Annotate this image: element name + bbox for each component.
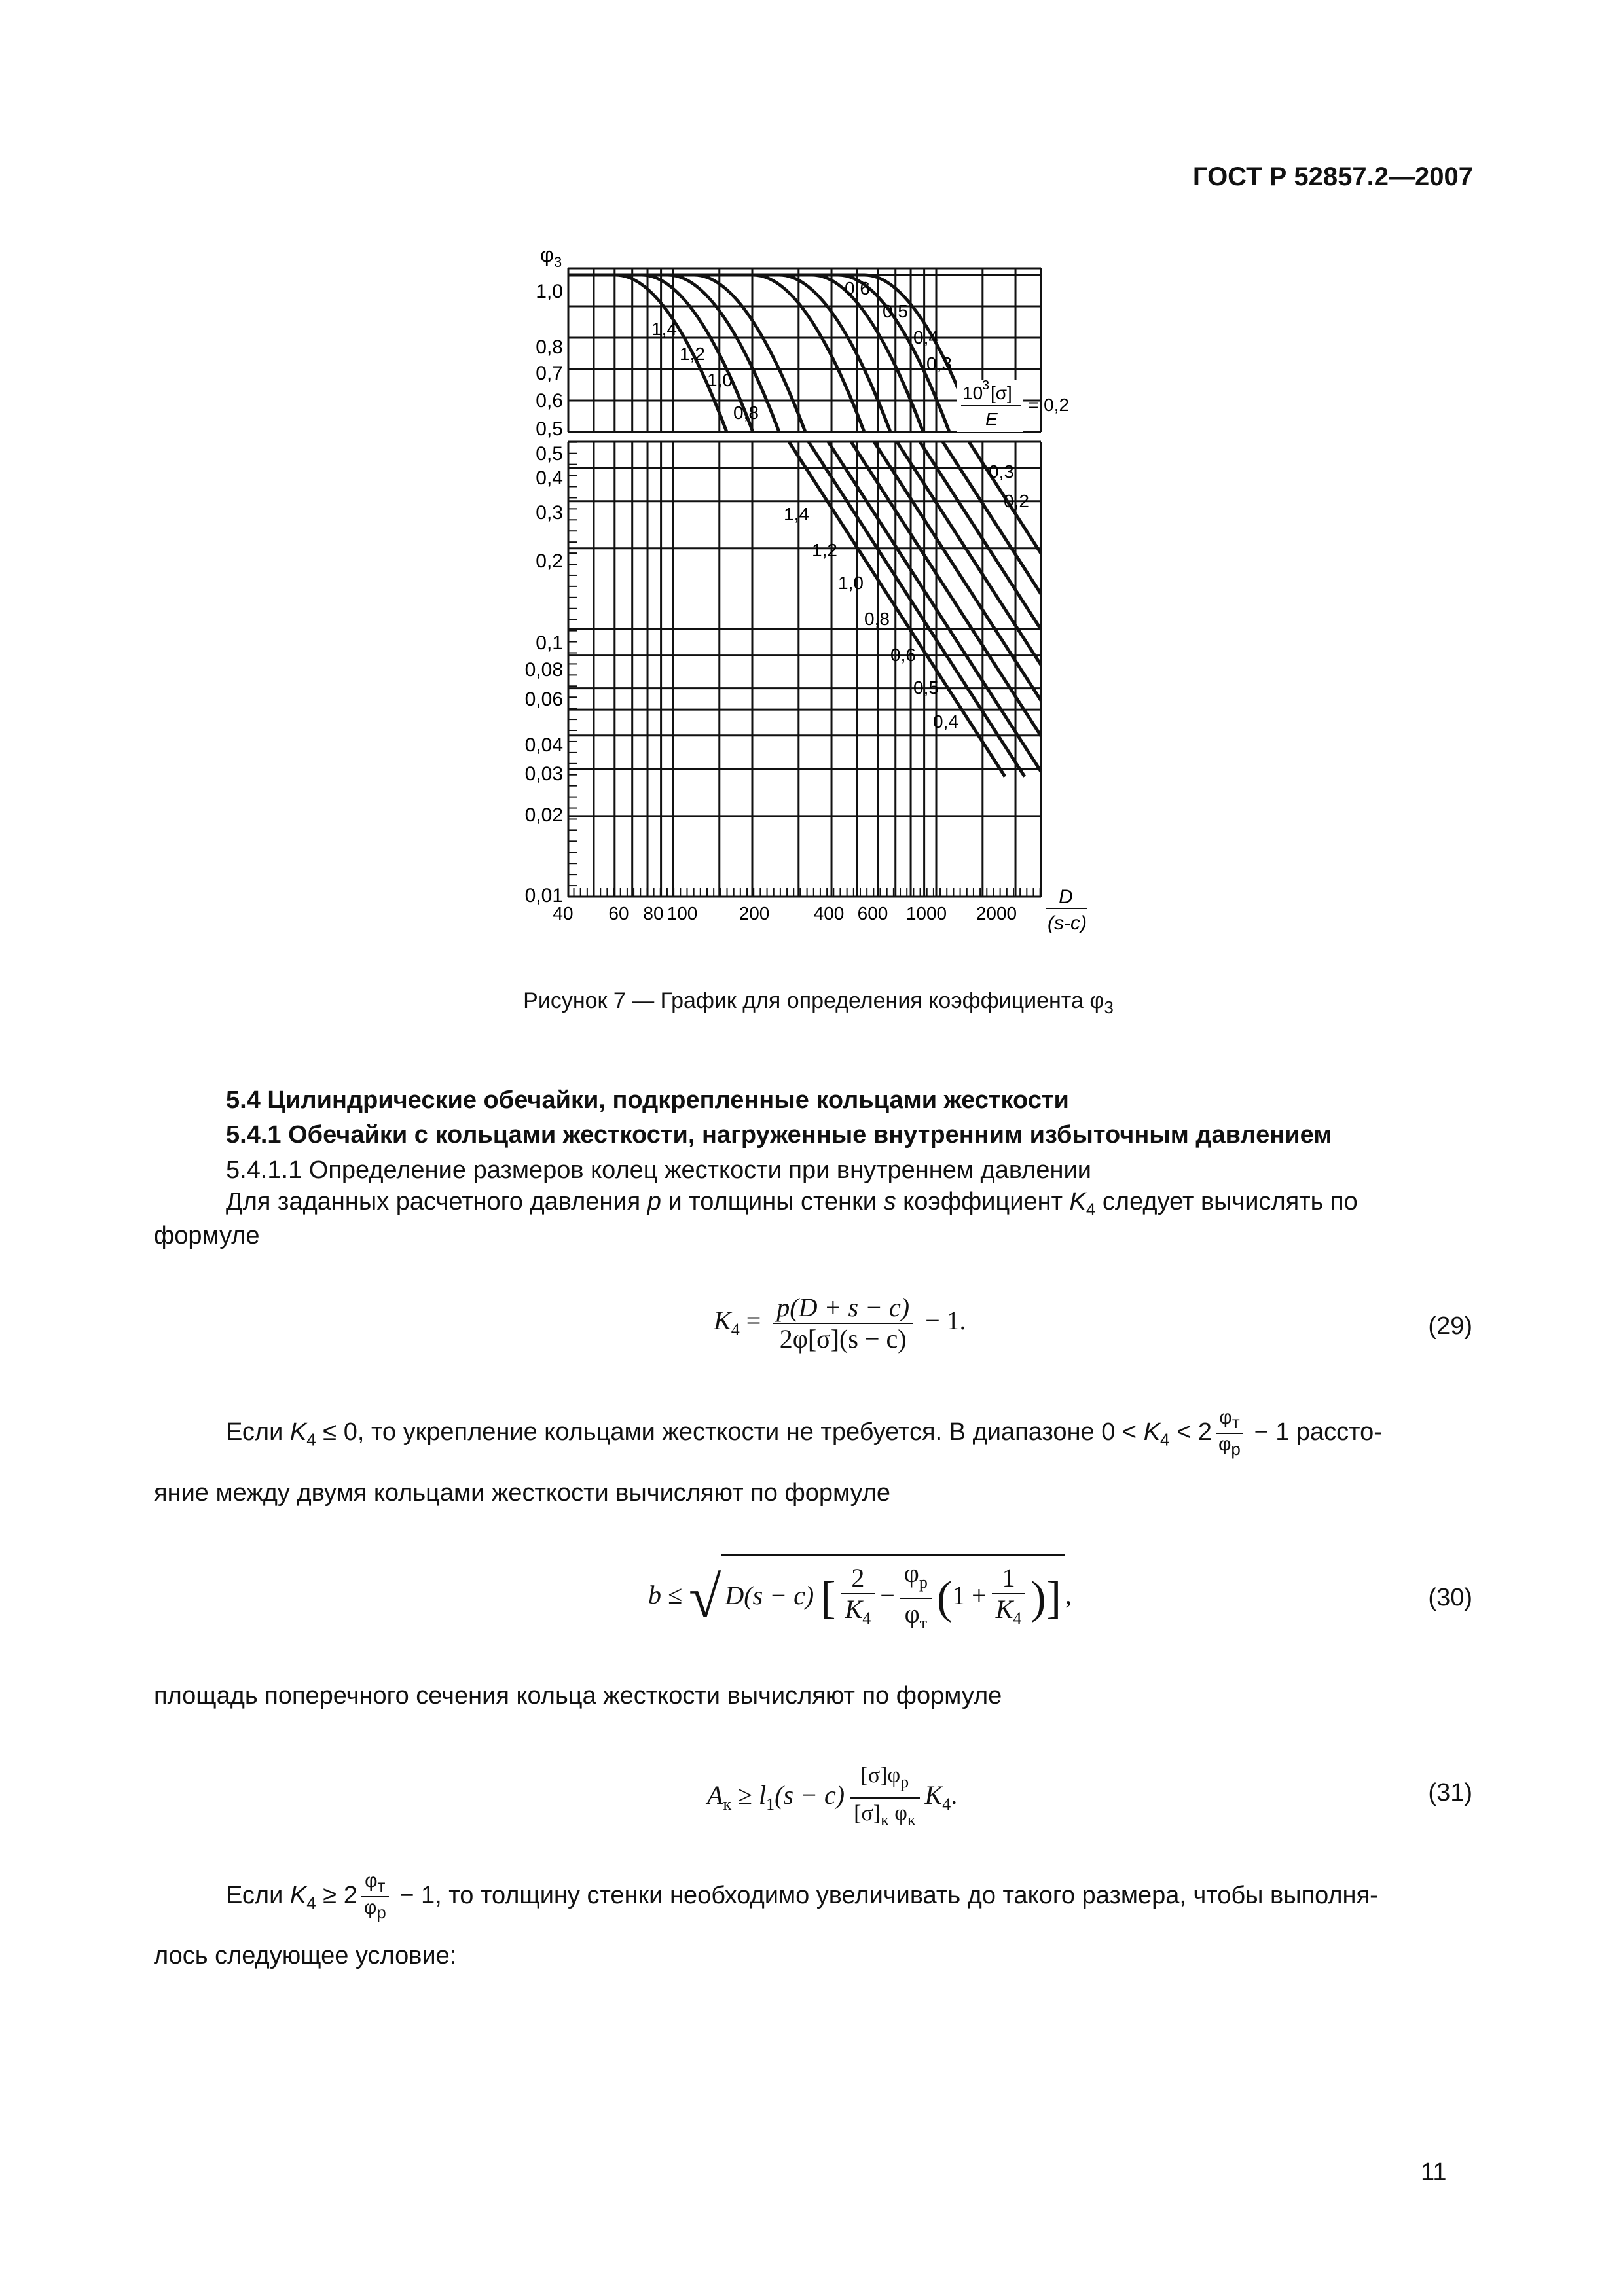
f30-frac1 — [841, 1563, 875, 1634]
formula-29 — [714, 1293, 966, 1354]
f30-frac3-den: K — [995, 1594, 1013, 1624]
figure-7-chart — [511, 242, 1126, 956]
lower-y-tick: 0,04 — [524, 734, 563, 756]
paren-close: ) — [1030, 1573, 1046, 1623]
text: Если — [226, 1882, 290, 1910]
param-label-eq: = 0,2 — [1028, 395, 1070, 415]
figure-caption-sub: 3 — [1104, 997, 1114, 1017]
phi-p-sub: р — [376, 1903, 386, 1922]
page-number: 11 — [1421, 2159, 1447, 2186]
upper-y-tick: 1,0 — [536, 281, 563, 302]
x-tick: 80 — [643, 903, 664, 924]
upper-y-tick: 0,6 — [536, 390, 563, 412]
f30-comma: , — [1065, 1580, 1072, 1610]
text: коэффициент — [896, 1188, 1070, 1215]
standard-designation: ГОСТ Р 52857.2—2007 — [1192, 162, 1473, 191]
curve-label: 0,5 — [913, 677, 939, 698]
curve — [897, 442, 1041, 665]
f30-frac3-num: 1 — [992, 1563, 1026, 1594]
x-tick: 1000 — [905, 903, 947, 924]
f31-tail-sub: 4 — [942, 1794, 951, 1814]
f30-frac2 — [900, 1558, 932, 1638]
f31-mid: (s − c) — [775, 1780, 845, 1810]
x-tick: 400 — [813, 903, 845, 924]
curve — [789, 442, 1005, 777]
formula-31 — [707, 1761, 957, 1835]
curve-label: 1,2 — [812, 540, 837, 560]
text: − 1, то толщину стенки необходимо увеличивать до такого размера, чтобы выполня- — [392, 1882, 1378, 1910]
bracket-close: ] — [1046, 1573, 1062, 1623]
sqrt-icon: √ — [688, 1565, 721, 1630]
curve-label: 0,3 — [989, 461, 1014, 482]
curve-label: 0,4 — [913, 327, 939, 348]
x-tick: 60 — [608, 903, 629, 924]
f31-dot: . — [951, 1780, 958, 1810]
f31-den2-sub: к — [907, 1810, 916, 1829]
f29-frac — [773, 1293, 913, 1354]
text: и толщины стенки — [661, 1188, 884, 1215]
f30-pre: D(s − c) — [725, 1581, 814, 1611]
phi-p-sub: р — [1231, 1439, 1241, 1459]
curve-label: 0,2 — [1004, 491, 1029, 511]
phi-t-sub: т — [1231, 1412, 1240, 1432]
var-K-sub: 4 — [306, 1893, 316, 1913]
y-axis-label-sub: 3 — [554, 254, 562, 270]
f31-frac — [850, 1761, 919, 1835]
lower-y-tick: 0,1 — [536, 632, 563, 654]
lower-y-tick: 0,01 — [524, 885, 563, 906]
var-K-sub: 4 — [306, 1429, 316, 1450]
x-axis-label-den: (s-c) — [1048, 912, 1087, 934]
f29-num: p(D + s − c) — [773, 1293, 913, 1324]
paragraph-2-line-2: яние между двумя кольцами жесткости вычисляют по формуле — [154, 1479, 891, 1507]
f30-frac2-den: φ — [904, 1599, 920, 1628]
f30-frac1-den: K — [845, 1594, 863, 1624]
lower-y-tick: 0,08 — [524, 659, 563, 681]
phi-p: φ — [363, 1897, 377, 1918]
curve-label: 1,2 — [680, 344, 705, 364]
curve-label: 0,8 — [864, 609, 890, 629]
x-axis-label-num: D — [1059, 886, 1073, 908]
figure-caption-text: Рисунок 7 — График для определения коэффициента φ — [523, 988, 1104, 1013]
upper-y-tick: 0,8 — [536, 336, 563, 358]
x-tick: 2000 — [976, 903, 1017, 924]
x-tick: 200 — [739, 903, 770, 924]
f31-lhs: A — [707, 1780, 723, 1810]
f30-frac1-den-sub: 4 — [862, 1609, 871, 1628]
upper-y-tick: 0,5 — [536, 418, 563, 440]
upper-y-tick: 0,7 — [536, 363, 563, 384]
param-label-num: [σ] — [991, 383, 1012, 403]
text: ≤ 0, то укрепление кольцами жесткости не требуется. В диапазоне 0 < — [316, 1418, 1144, 1446]
var-K: K — [289, 1882, 307, 1910]
y-axis-label: φ — [540, 243, 554, 266]
lower-y-tick: 0,3 — [536, 502, 563, 524]
text: Для заданных расчетного давления — [226, 1188, 647, 1215]
var-K-sub: 4 — [1160, 1429, 1170, 1450]
f31-num: [σ]φ — [860, 1763, 901, 1787]
curve-label: 1,4 — [651, 319, 677, 339]
lower-y-tick: 0,4 — [536, 467, 563, 489]
text: − 1 рассто- — [1247, 1418, 1382, 1446]
curve — [568, 275, 890, 432]
lower-y-tick: 0,02 — [524, 804, 563, 826]
var-s: s — [883, 1188, 896, 1215]
curve-label: 0,3 — [926, 353, 952, 374]
curve-label: 1,4 — [784, 504, 809, 524]
curve — [568, 275, 949, 432]
f29-eq: = — [746, 1306, 761, 1336]
curve — [851, 442, 1041, 736]
f29-tail: − 1. — [925, 1306, 966, 1336]
paragraph-3: площадь поперечного сечения кольца жесткости вычисляют по формуле — [154, 1682, 1002, 1710]
curve-label: 0,6 — [845, 278, 870, 298]
var-K: K — [1143, 1418, 1161, 1446]
text: Если — [226, 1418, 290, 1446]
f31-l-sub: 1 — [766, 1794, 775, 1814]
f31-tail: K — [924, 1780, 943, 1810]
curve-label: 0,4 — [933, 711, 958, 732]
paragraph-4-line-2: лось следующее условие: — [154, 1942, 457, 1969]
equation-number-29: (29) — [1428, 1312, 1472, 1340]
subsection-heading: 5.4.1 Обечайки с кольцами жесткости, нагруженные внутренним избыточным давлением — [226, 1121, 1332, 1149]
f31-den-sub: к — [881, 1810, 889, 1829]
f30-lhs: b ≤ — [648, 1580, 682, 1610]
phi-t-sub: т — [377, 1876, 386, 1895]
f29-lhs: K — [714, 1306, 731, 1336]
curve-label: 1,0 — [707, 370, 733, 390]
phi-p: φ — [1218, 1433, 1231, 1455]
x-tick: 600 — [857, 903, 888, 924]
f30-radicand — [721, 1554, 1065, 1641]
section-heading: 5.4 Цилиндрические обечайки, подкрепленные кольцами жесткости — [226, 1086, 1069, 1114]
lower-y-tick: 0,2 — [536, 550, 563, 572]
curve-label: 0,6 — [890, 645, 916, 665]
text: ≥ 2 — [316, 1882, 357, 1910]
f30-frac3-den-sub: 4 — [1013, 1609, 1022, 1628]
phi-t: φ — [365, 1870, 378, 1892]
param-label-den: E — [985, 409, 998, 429]
lower-y-tick: 0,5 — [536, 443, 563, 465]
text: следует вычислять по — [1095, 1188, 1358, 1215]
curve-label: 0,5 — [883, 301, 908, 321]
f30-one-plus: 1 + — [952, 1581, 987, 1611]
phi-t: φ — [1219, 1407, 1232, 1428]
phi3-nomogram — [511, 242, 1126, 956]
var-p: p — [647, 1188, 661, 1215]
figure-caption — [458, 988, 1178, 1018]
f30-frac2-num: φ — [903, 1558, 919, 1588]
curve-label: 0,8 — [733, 403, 759, 423]
phi-ratio — [361, 1871, 389, 1923]
f31-den2: φ — [888, 1801, 907, 1825]
f30-frac3 — [992, 1563, 1026, 1634]
bracket-open: [ — [820, 1573, 836, 1623]
phi-ratio — [1216, 1407, 1243, 1460]
paren-open: ( — [936, 1573, 953, 1623]
curve — [809, 442, 1025, 777]
paragraph-1-line-1 — [226, 1185, 1476, 1227]
f30-frac2-den-sub: т — [919, 1613, 928, 1632]
f31-l: l — [759, 1780, 767, 1810]
text: < 2 — [1169, 1418, 1212, 1446]
f31-den: [σ] — [854, 1801, 881, 1825]
f30-minus: − — [880, 1581, 895, 1611]
var-K: K — [289, 1418, 307, 1446]
f31-lhs-sub: к — [723, 1794, 732, 1814]
f29-den: 2φ[σ](s − c) — [779, 1324, 907, 1354]
param-label-prefix: 10 — [962, 383, 983, 403]
curve-label: 1,0 — [838, 573, 864, 593]
formula-30 — [648, 1554, 1072, 1641]
paragraph-2-line-1 — [226, 1407, 1483, 1460]
equation-number-30: (30) — [1428, 1584, 1472, 1611]
lower-y-tick: 0,06 — [524, 689, 563, 710]
var-K-sub: 4 — [1085, 1199, 1096, 1219]
f31-num-sub: р — [900, 1772, 909, 1791]
f31-op: ≥ — [738, 1780, 753, 1810]
var-K: K — [1069, 1188, 1086, 1215]
equation-number-31: (31) — [1428, 1779, 1472, 1806]
f30-frac2-num-sub: р — [919, 1573, 928, 1592]
x-tick: 40 — [553, 903, 574, 924]
f30-frac1-num: 2 — [841, 1563, 875, 1594]
param-label-exp: 3 — [982, 378, 990, 393]
paragraph-1-line-2: формуле — [154, 1222, 260, 1249]
subsubsection-heading: 5.4.1.1 Определение размеров колец жесткости при внутреннем давлении — [226, 1157, 1091, 1184]
paragraph-4-line-1 — [226, 1871, 1483, 1923]
curve — [920, 442, 1041, 630]
f29-lhs-sub: 4 — [731, 1320, 740, 1340]
lower-y-tick: 0,03 — [524, 763, 563, 785]
x-tick: 100 — [666, 903, 698, 924]
